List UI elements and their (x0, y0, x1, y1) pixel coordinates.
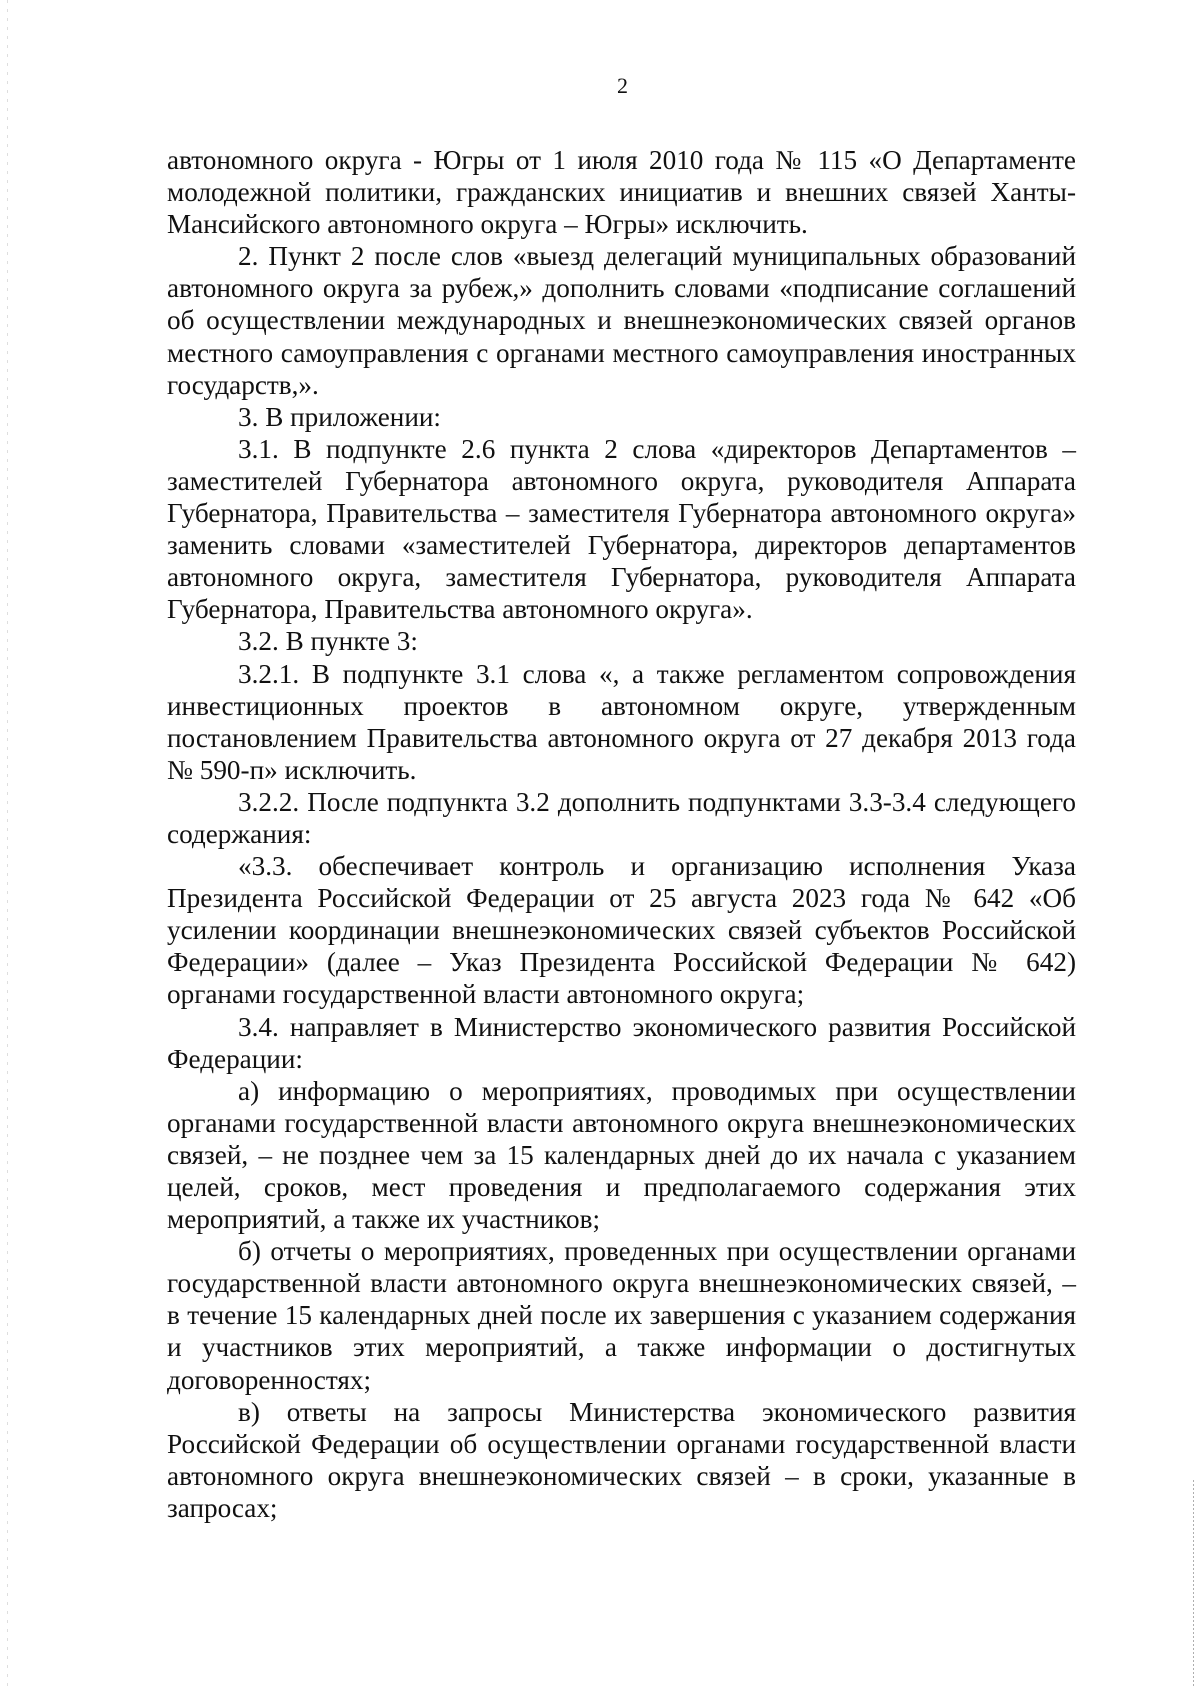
paragraph-subitem-v: в) ответы на запросы Министерства экономического развития Российской Федерации об осуществлении органами государственной власти автономного округа внешнеэкономических связей – в сроки, указанные в запросах; (167, 1396, 1076, 1523)
paragraph-item-3-2: 3.2. В пункте 3: (238, 626, 418, 657)
scan-edge-left (7, 0, 8, 1686)
paragraph-item-3-2-2: 3.2.2. После подпункта 3.2 дополнить подпунктами 3.3-3.4 следующего содержания: (167, 786, 1076, 849)
paragraph-item-3: 3. В приложении: (238, 401, 441, 432)
paragraph-item-3-2-1: 3.2.1. В подпункте 3.1 слова «, а также регламентом сопровождения инвестиционных проектов в автономном округе, утвержденным постановлением Правительства автономного округа от 27 декабря 2013 года № 590-п» исключить. (167, 658, 1076, 785)
page-number: 2 (617, 73, 628, 98)
scan-edge-right (1193, 1480, 1194, 1686)
paragraph-item-3-4: 3.4. направляет в Министерство экономического развития Российской Федерации: (167, 1011, 1076, 1074)
paragraph-subitem-b: б) отчеты о мероприятиях, проведенных при осуществлении органами государственной власти автономного округа внешнеэкономических связей, – в течение 15 календарных дней после их завершения с указанием содержания и участников этих мероприятий, а также информации о достигнутых договоренностях; (167, 1236, 1076, 1395)
paragraph-item-3-1: 3.1. В подпункте 2.6 пункта 2 слова «директоров Департаментов – заместителей Губернатора автономного округа, руководителя Аппарата Губернатора, Правительства – заместителя Губернатора автономного округа» заменить словами «заместителей Губернатора, директоров департаментов автономного округа, заместителя Губернатора, руководителя Аппарата Губернатора, Правительства автономного округа». (167, 433, 1076, 625)
paragraph-subitem-a: а) информацию о мероприятиях, проводимых при осуществлении органами государственной власти автономного округа внешнеэкономических связей, – не позднее чем за 15 календарных дней до их начала с указанием целей, сроков, мест проведения и предполагаемого содержания этих мероприятий, а также их участников; (167, 1075, 1076, 1235)
paragraph-item-3-3: «3.3. обеспечивает контроль и организацию исполнения Указа Президента Российской Федерации от 25 августа 2023 года № 642 «Об усилении координации внешнеэкономических связей субъектов Российской Федерации» (далее – Указ Президента Российской Федерации № 642) органами государственной власти автономного округа; (167, 851, 1076, 1010)
document-body (167, 144, 1076, 1524)
paragraph-item-2: 2. Пункт 2 после слов «выезд делегаций муниципальных образований автономного округа за рубеж,» дополнить словами «подписание соглашений об осуществлении международных и внешнеэкономических связей органов местного самоуправления с органами местного самоуправления иностранных государств,». (167, 241, 1076, 400)
paragraph-continuation: автономного округа - Югры от 1 июля 2010 года № 115 «О Департаменте молодежной политики, гражданских инициатив и внешних связей Ханты-Мансийского автономного округа – Югры» исключить. (167, 145, 1076, 240)
